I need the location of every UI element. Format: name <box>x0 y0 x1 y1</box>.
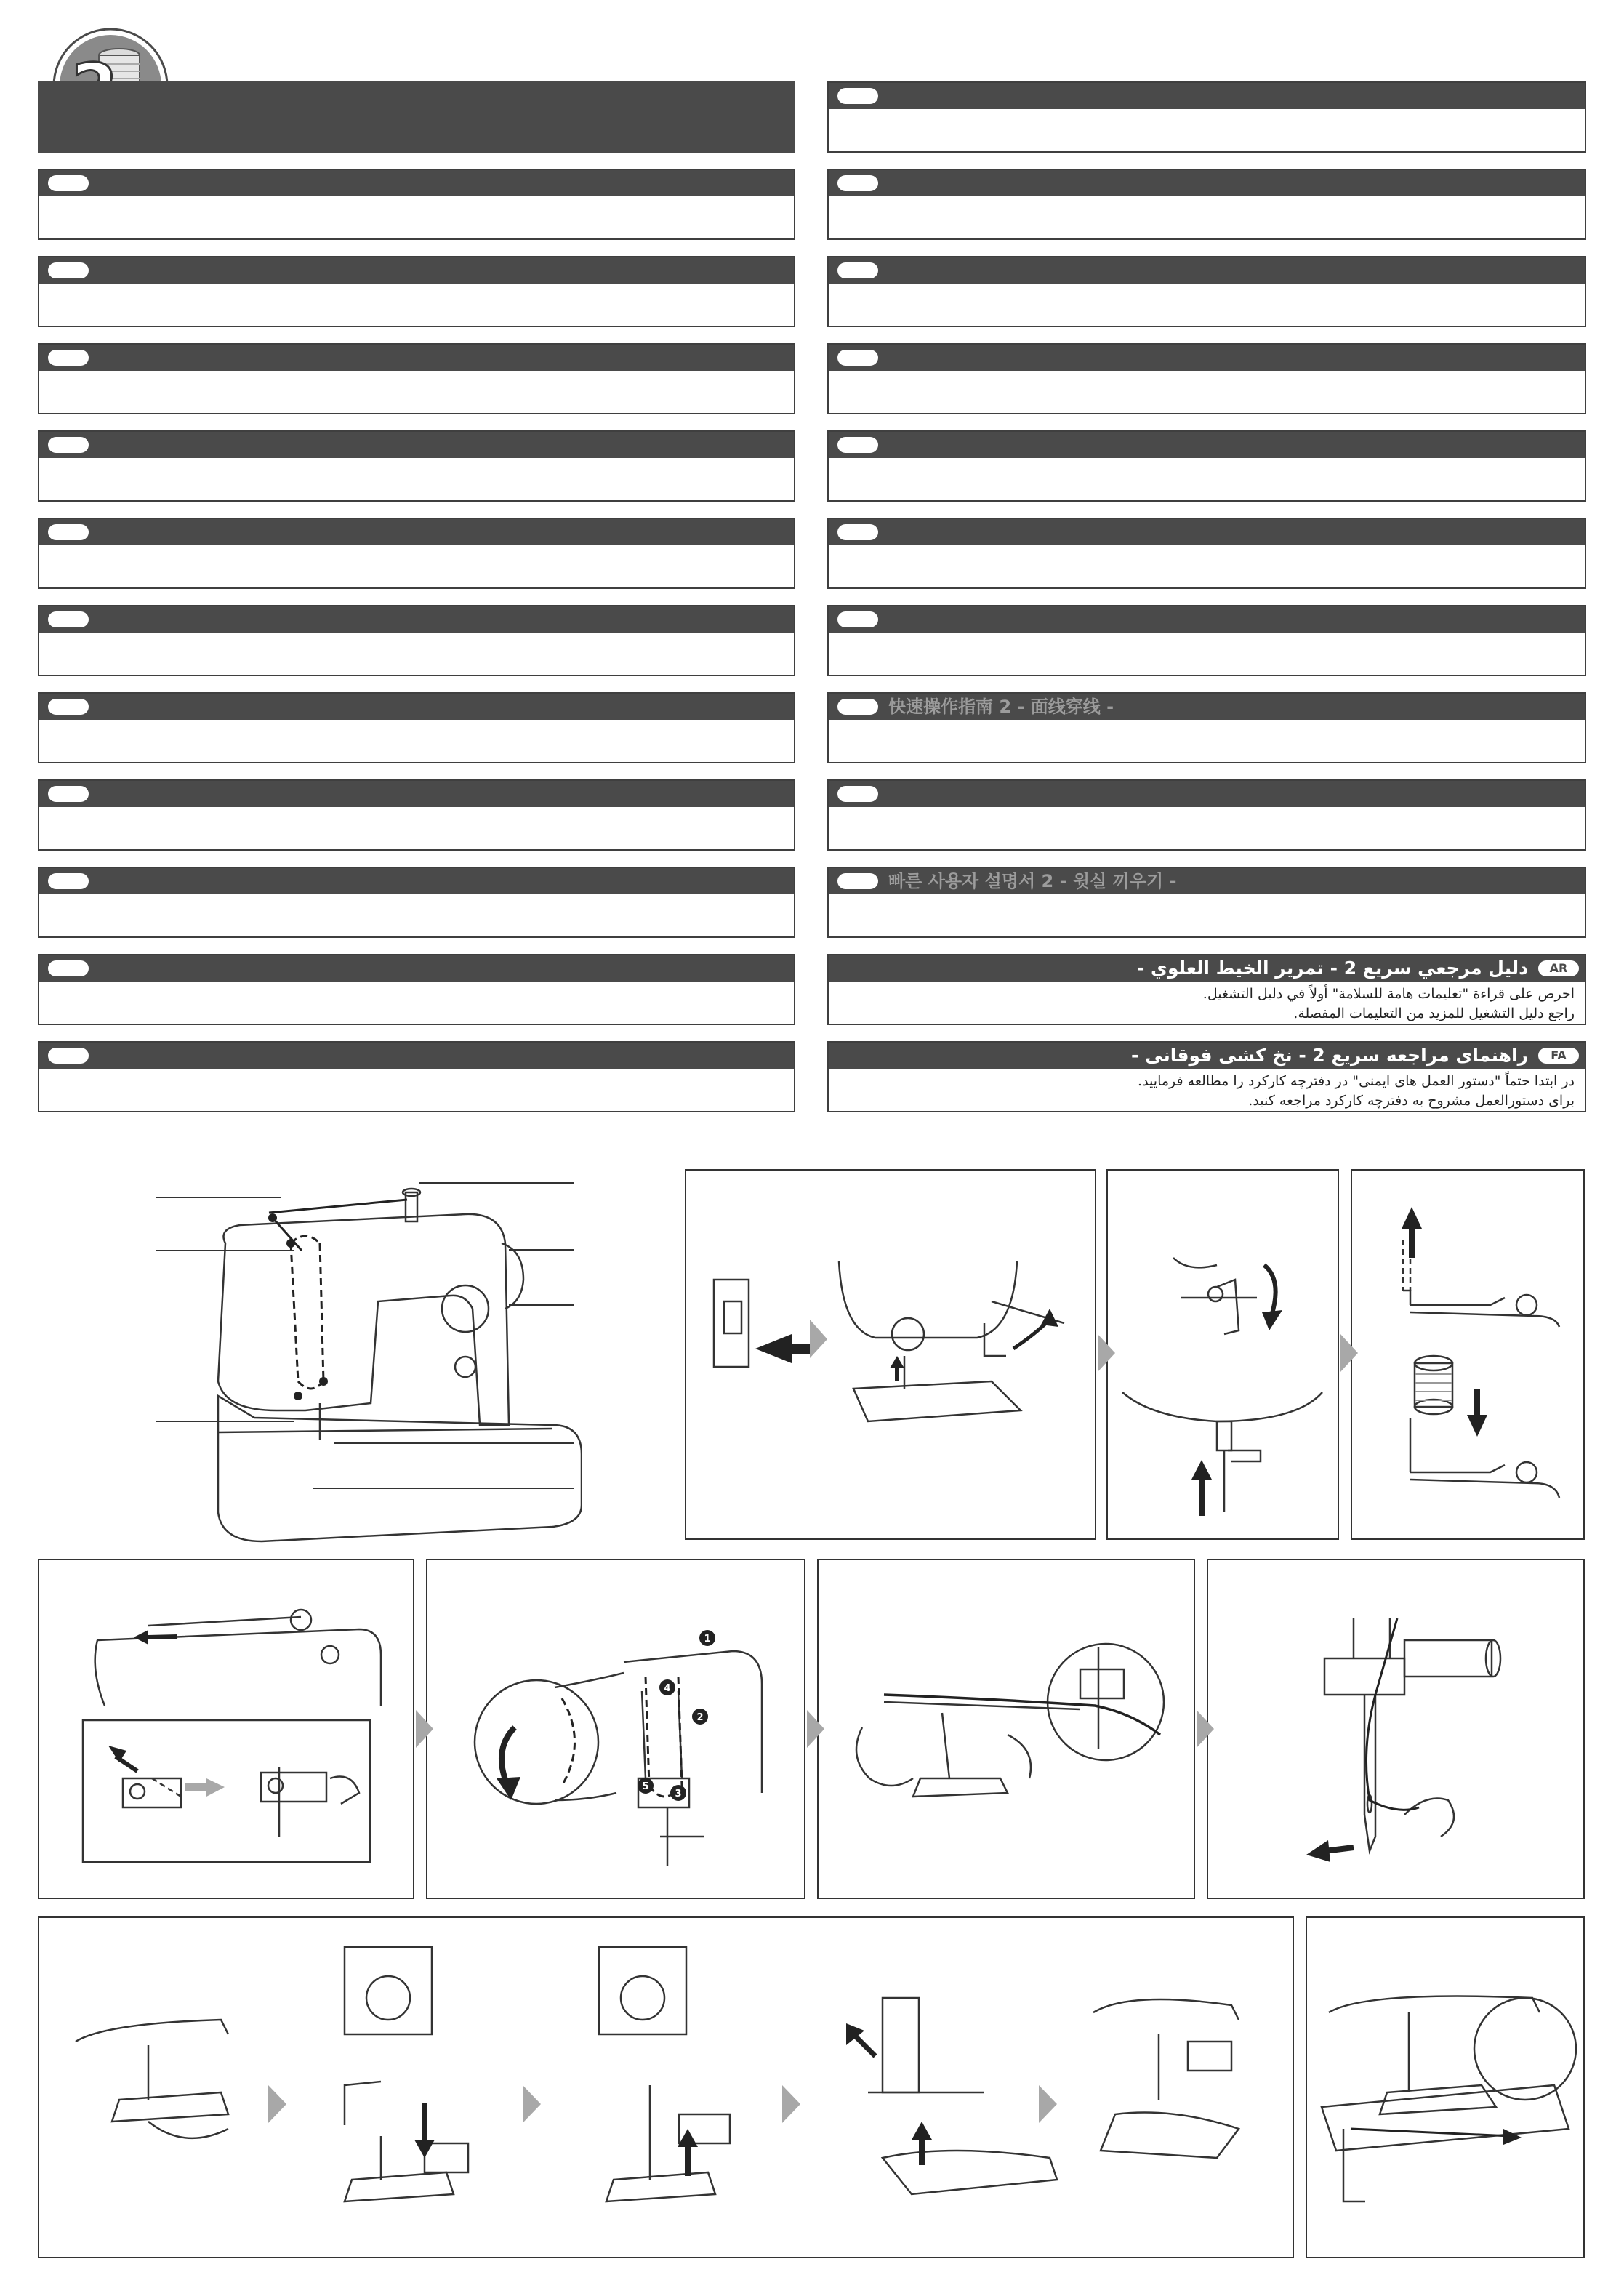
thread-guide-illustration <box>39 1560 411 1896</box>
sewing-machine-icon <box>145 1163 582 1556</box>
leader-line-4 <box>419 1182 574 1184</box>
leader-line-7 <box>334 1442 574 1444</box>
step-panel-pull-threads <box>1306 1916 1585 2258</box>
draw-bobbin-thread-sequence <box>39 1918 1291 2256</box>
thread-path-illustration <box>427 1560 803 1896</box>
lang-box-zh <box>827 692 1586 763</box>
step-marker-3: 3 <box>675 1789 682 1799</box>
handwheel-needle-up-illustration <box>1108 1171 1337 1538</box>
chevron-right-icon <box>807 1710 824 1748</box>
lang-box-left-7 <box>38 692 795 763</box>
lang-box-right-3 <box>827 256 1586 327</box>
lang-title-zh: 快速操作指南 2 - 面线穿线 - <box>888 697 1114 717</box>
lang-box-left-4 <box>38 430 795 502</box>
lang-title-ko: 빠른 사용자 설명서 2 - 윗실 끼우기 - <box>888 871 1177 891</box>
title-banner <box>38 81 795 153</box>
lang-body-ar <box>1203 984 1575 1024</box>
step-marker-4: 4 <box>664 1683 671 1694</box>
lang-title-ar: دليل مرجعي سريع 2 - تمرير الخيط العلوي - <box>1136 958 1528 979</box>
lang-box-left-11 <box>38 1041 795 1112</box>
lang-body-fa <box>1138 1072 1575 1111</box>
leader-line-3 <box>156 1421 294 1422</box>
step-panel-handwheel <box>1106 1169 1339 1540</box>
leader-line-6 <box>509 1304 574 1306</box>
lang-box-left-3 <box>38 343 795 414</box>
chevron-right-icon <box>1340 1334 1358 1372</box>
step-panel-thread-path <box>426 1559 805 1899</box>
lang-line-ar-1: احرص على قراءة "تعليمات هامة للسلامة" أولاً في دليل التشغيل. <box>1202 986 1575 1002</box>
power-switch-presser-lift-illustration <box>686 1171 1093 1538</box>
lang-line-fa-1: در ابتدا حتماً "دستور العمل های ایمنی" در دفترچه کارکرد را مطالعه فرمایید. <box>1138 1073 1575 1089</box>
leader-line-5 <box>509 1249 574 1251</box>
chevron-right-icon <box>1039 2085 1057 2123</box>
lang-line-fa-2: برای دستورالعمل مشروح به دفترچه کارکرد مراجعه کنید. <box>1248 1093 1575 1109</box>
lang-title-fa: راهنمای مراجعه سریع 2 - نخ کشی فوقانی - <box>1130 1045 1528 1066</box>
lang-box-left-8 <box>38 779 795 851</box>
needle-threading-illustration <box>1208 1560 1582 1896</box>
lang-box-right-5 <box>827 430 1586 502</box>
lang-box-ar <box>827 954 1586 1025</box>
lang-box-right-9 <box>827 779 1586 851</box>
chevron-right-icon <box>782 2085 800 2123</box>
lang-box-fa <box>827 1041 1586 1112</box>
step-panel-spool <box>1351 1169 1585 1540</box>
chevron-right-icon <box>810 1320 827 1358</box>
lang-box-right-7 <box>827 605 1586 676</box>
step-panel-take-up <box>817 1559 1195 1899</box>
leader-line-1 <box>156 1197 281 1198</box>
chevron-right-icon <box>523 2085 541 2123</box>
lang-line-ar-2: راجع دليل التشغيل للمزيد من التعليمات المفصلة. <box>1293 1005 1575 1021</box>
lang-box-left-1 <box>38 169 795 240</box>
lang-code-fa: FA <box>1538 1048 1579 1064</box>
leader-line-2 <box>156 1250 294 1251</box>
chevron-right-icon <box>1098 1334 1115 1372</box>
leader-line-8 <box>313 1488 574 1489</box>
lang-box-right-2 <box>827 169 1586 240</box>
lang-box-right-6 <box>827 518 1586 589</box>
lang-box-ko <box>827 867 1586 938</box>
step-panel-power-lift <box>685 1169 1096 1540</box>
step-marker-1: 1 <box>704 1634 711 1645</box>
chevron-right-icon <box>416 1710 433 1748</box>
pull-threads-back-illustration <box>1307 1918 1582 2256</box>
lang-box-left-9 <box>38 867 795 938</box>
lang-box-left-2 <box>38 256 795 327</box>
step-marker-5: 5 <box>642 1781 649 1792</box>
step-panel-draw-bobbin <box>38 1916 1294 2258</box>
chevron-right-icon <box>1197 1710 1214 1748</box>
lang-box-right-4 <box>827 343 1586 414</box>
lang-box-left-10 <box>38 954 795 1025</box>
lang-code-ar: AR <box>1538 960 1579 976</box>
machine-overview <box>145 1163 582 1556</box>
step-panel-needle-eye <box>1207 1559 1585 1899</box>
step-panel-thread-guide <box>38 1559 414 1899</box>
chevron-right-icon <box>268 2085 286 2123</box>
step-marker-2: 2 <box>696 1712 704 1723</box>
lang-box-right-1 <box>827 81 1586 153</box>
lang-box-left-6 <box>38 605 795 676</box>
spool-pin-illustration <box>1352 1171 1583 1538</box>
take-up-lever-illustration <box>819 1560 1192 1896</box>
lang-box-left-5 <box>38 518 795 589</box>
